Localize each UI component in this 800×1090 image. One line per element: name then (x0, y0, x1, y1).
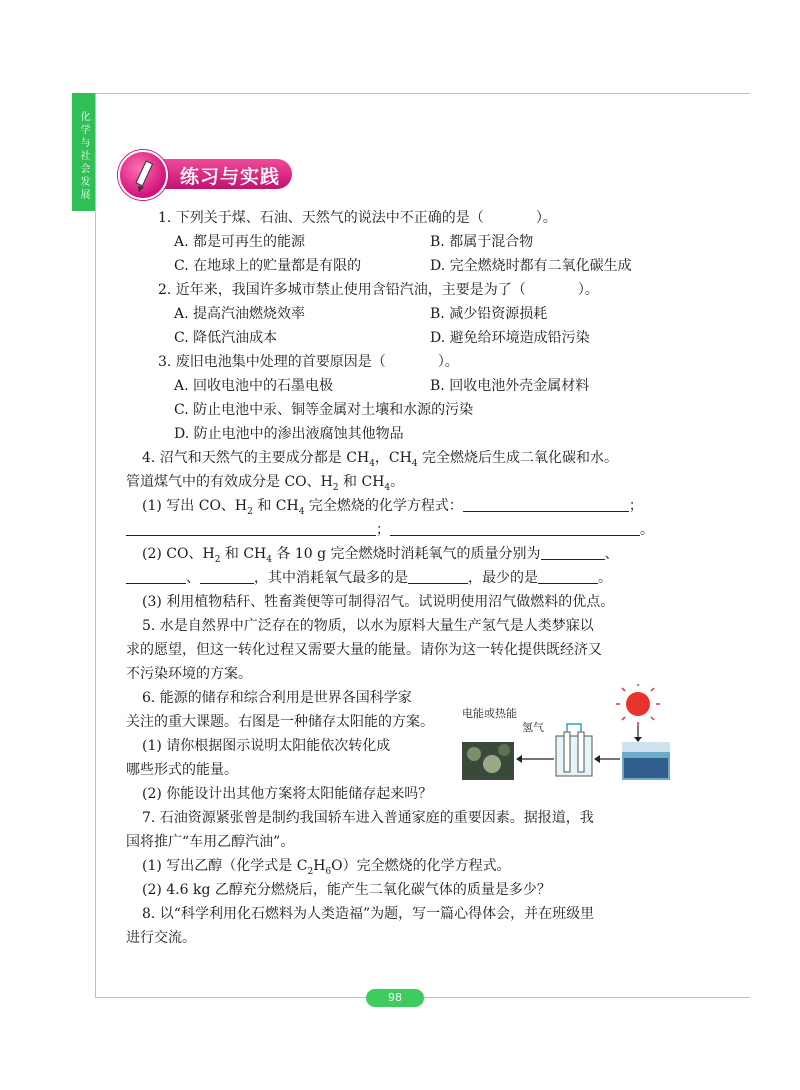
energy-image (462, 742, 514, 780)
q8-line2: 进行交流。 (126, 930, 196, 946)
q3-option-d: D. 防止电池中的渗出液腐蚀其他物品 (174, 426, 404, 442)
q2-options-row1 (158, 302, 678, 326)
q4-answer-blank-6[interactable] (200, 567, 254, 584)
pencil-icon (118, 150, 168, 200)
q4-line2: 管道煤气中的有效成分是 CO、$H_2$ 和 $CH_4$。 (126, 474, 405, 493)
q4-part2: (2) CO、$H_2$ 和 $CH_4$ 各 10 g 完全燃烧时消耗氧气的质量分别为 、 (142, 542, 678, 566)
q1-option-d: D. 完全燃烧时都有二氧化碳生成 (430, 258, 632, 274)
figure-label-energy: 电能或热能 (462, 707, 517, 720)
q1-options-row1 (158, 230, 678, 254)
q4-part1-cont: ； 。 (126, 518, 678, 542)
q2-option-c: C. 降低汽油成本 (174, 330, 278, 346)
q2-option-b: B. 减少铅资源损耗 (430, 306, 548, 322)
solar-storage-figure (460, 684, 670, 784)
q2-option-a: A. 提高汽油燃烧效率 (174, 306, 306, 322)
solar-panel-image (622, 742, 670, 780)
q6-line1: 6. 能源的储存和综合利用是世界各国科学家 (142, 690, 412, 706)
chapter-side-tab: 化学与社会发展 (72, 93, 95, 211)
q4-answer-blank-1[interactable] (463, 495, 629, 512)
q7-line2: 国将推广“车用乙醇汽油”。 (126, 834, 295, 850)
q4-answer-blank-3[interactable] (390, 519, 640, 536)
q1-options-row2 (158, 254, 678, 278)
q6-part2: (2) 你能设计出其他方案将太阳能储存起来吗？ (142, 786, 433, 802)
q5-line3: 不污染环境的方案。 (126, 666, 252, 682)
q4-answer-blank-5[interactable] (126, 567, 186, 584)
q6-line2: 关注的重大课题。右图是一种储存太阳能的方案。 (126, 714, 434, 730)
exercise-content (126, 206, 678, 950)
q2-options-row2 (158, 326, 678, 350)
q3-stem: 3. 废旧电池集中处理的首要原因是（ ）。 (158, 354, 459, 370)
section-header (118, 150, 288, 198)
q6-part1: (1) 请你根据图示说明太阳能依次转化成 (142, 738, 391, 754)
q4-part1: (1) 写出 CO、$H_2$ 和 $CH_4$ 完全燃烧的化学方程式： ； (142, 494, 678, 518)
q4-answer-blank-2[interactable] (126, 519, 376, 536)
q7-part1: (1) 写出乙醇（化学式是 $C_2H_6O$）完全燃烧的化学方程式。 (142, 858, 511, 877)
q4-answer-blank-8[interactable] (538, 567, 598, 584)
q3-option-b: B. 回收电池外壳金属材料 (430, 378, 590, 394)
q8-line1: 8. 以“科学利用化石燃料为人类造福”为题，写一篇心得体会，并在班级里 (142, 906, 595, 922)
q6-part1-cont: 哪些形式的能量。 (126, 762, 238, 778)
q3-option-a: A. 回收电池中的石墨电极 (174, 378, 334, 394)
q4-answer-blank-7[interactable] (408, 567, 468, 584)
section-title: 练习与实践 (180, 166, 281, 188)
left-arrow-icon (594, 755, 620, 763)
electrolysis-cell-icon (556, 724, 592, 776)
q4-answer-blank-4[interactable] (541, 543, 605, 560)
q1-option-c: C. 在地球上的贮量都是有限的 (174, 258, 362, 274)
q2-option-d: D. 避免给环境造成铅污染 (430, 330, 590, 346)
down-arrow-icon (634, 726, 642, 742)
sun-icon (616, 684, 660, 726)
q1-option-b: B. 都属于混合物 (430, 234, 534, 250)
q7-line1: 7. 石油资源紧张曾是制约我国轿车进入普通家庭的重要因素。据报道，我 (142, 810, 594, 826)
q3-option-c: C. 防止电池中汞、铜等金属对土壤和水源的污染 (174, 402, 474, 418)
q1-option-a: A. 都是可再生的能源 (174, 234, 306, 250)
q3-options-row1 (158, 374, 678, 398)
page-number: 98 (366, 989, 424, 1007)
figure-label-hydrogen: 氢气 (522, 721, 544, 734)
q5-line2: 求的愿望，但这一转化过程又需要大量的能量。请你为这一转化提供既经济又 (126, 642, 602, 658)
frame-left-border (95, 93, 96, 997)
q4-part2-cont: 、 ，其中消耗氧气最多的是 ，最少的是 。 (126, 566, 678, 590)
q1-stem: 1. 下列关于煤、石油、天然气的说法中不正确的是（ ）。 (158, 210, 557, 226)
frame-top-border (95, 93, 750, 94)
q7-part2: (2) 4.6 kg 乙醇充分燃烧后，能产生二氧化碳气体的质量是多少？ (142, 882, 551, 898)
q4-line1: 4. 沼气和天然气的主要成分都是 $CH_4$，$CH_4$ 完全燃烧后生成二氧化碳和水。 (142, 450, 619, 469)
q4-part3: (3) 利用植物秸秆、牲畜粪便等可制得沼气。试说明使用沼气做燃料的优点。 (142, 594, 615, 610)
q5-line1: 5. 水是自然界中广泛存在的物质，以水为原料大量生产氢气是人类梦寐以 (142, 618, 594, 634)
q2-stem: 2. 近年来，我国许多城市禁止使用含铅汽油，主要是为了（ ）。 (158, 282, 599, 298)
left-arrow-icon-2 (516, 755, 554, 763)
